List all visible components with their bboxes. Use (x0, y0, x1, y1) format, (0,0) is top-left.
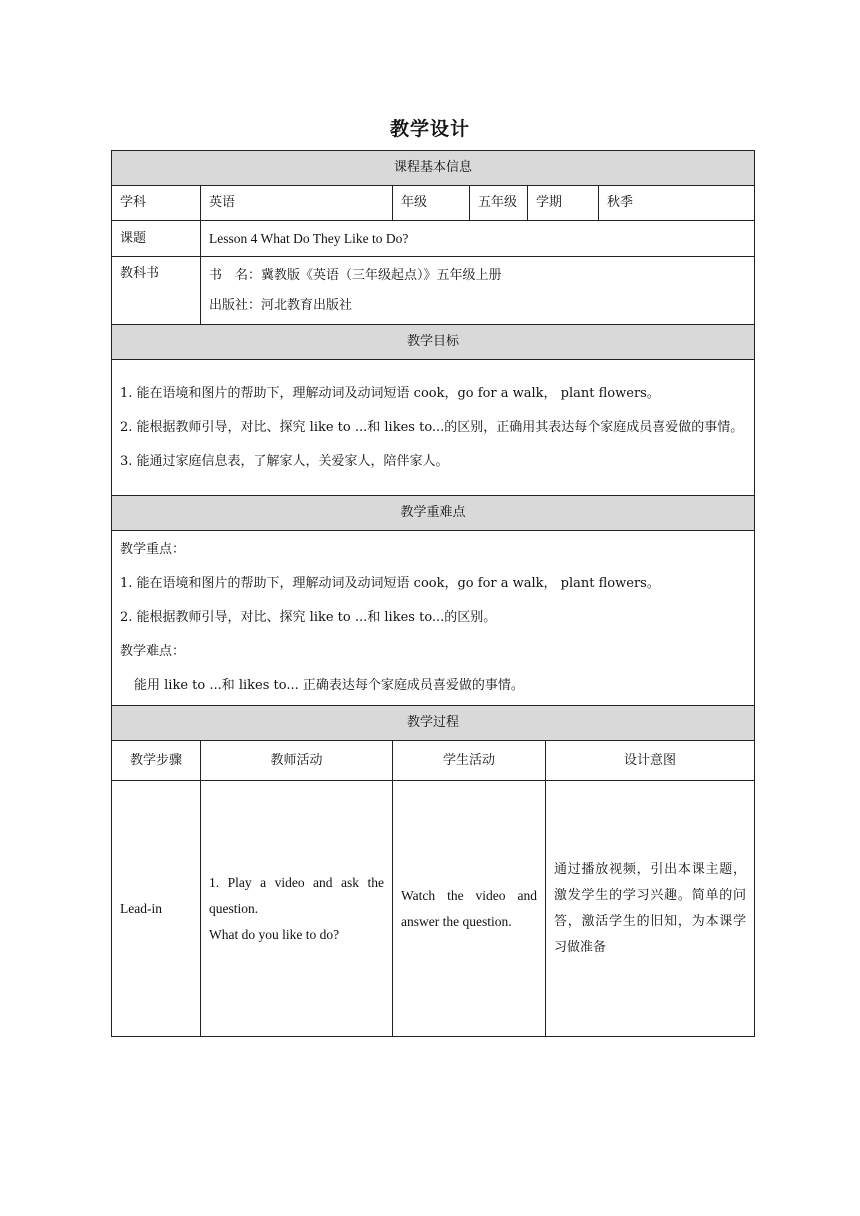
key-point-item: 2. 能根据教师引导，对比、探究 like to ...和 likes to...的区别。 (120, 610, 497, 625)
grade-value: 五年级 (478, 195, 518, 210)
teacher-activity-cell (201, 781, 393, 1037)
textbook-publisher: 出版社：河北教育出版社 (209, 298, 353, 313)
term-label: 学期 (536, 195, 563, 210)
col-header-student: 学生活动 (393, 741, 546, 781)
difficult-point-item: 能用 like to ...和 likes to... 正确表达每个家庭成员喜爱做的事情。 (134, 678, 524, 693)
basic-info-header: 课程基本信息 (112, 151, 755, 186)
key-point-item: 1. 能在语境和图片的帮助下，理解动词及动词短语 cook，go for a walk， plant flowers。 (120, 576, 660, 591)
document-title: 教学设计 (389, 118, 470, 140)
teacher-activity-line: 1. Play a video and ask the question. (209, 874, 384, 916)
lesson-plan-table (111, 150, 755, 1037)
subject-label: 学科 (112, 186, 201, 221)
difficult-points-label: 教学难点： (120, 644, 186, 659)
col-header-intent: 设计意图 (546, 741, 755, 781)
subject-value: 英语 (201, 186, 393, 221)
term-label-cell (528, 186, 599, 221)
textbook-name: 书 名：冀教版《英语（三年级起点）》五年级上册 (209, 268, 502, 283)
key-points-header: 教学重难点 (112, 496, 755, 531)
key-points-body (112, 531, 755, 706)
teacher-activity-line: What do you like to do? (209, 926, 340, 942)
topic-value: Lesson 4 What Do They Like to Do? (201, 221, 755, 257)
term-value: 秋季 (599, 186, 755, 221)
grade-cells (393, 186, 528, 221)
key-points-label: 教学重点： (120, 542, 186, 557)
objective-item: 2. 能根据教师引导，对比、探究 like to ...和 likes to...的区别，正确用其表达每个家庭成员喜爱做的事情。 (120, 419, 744, 435)
objective-item: 1. 能在语境和图片的帮助下，理解动词及动词短语 cook，go for a walk， plant flowers。 (120, 385, 660, 401)
grade-label: 年级 (393, 186, 470, 220)
process-header: 教学过程 (112, 706, 755, 741)
objectives-header: 教学目标 (112, 325, 755, 360)
objectives-list (112, 360, 755, 496)
student-activity-cell: Watch the video and answer the question. (393, 781, 546, 1037)
textbook-info (201, 257, 755, 325)
design-intent-cell: 通过播放视频，引出本课主题，激发学生的学习兴趣。简单的问答，激活学生的旧知，为本课学习做准备 (546, 781, 755, 1037)
step-cell: Lead-in (112, 781, 201, 1037)
table-row (112, 781, 755, 1037)
col-header-step: 教学步骤 (112, 741, 201, 781)
topic-label: 课题 (112, 221, 201, 257)
textbook-label: 教科书 (112, 257, 201, 325)
objective-item: 3. 能通过家庭信息表，了解家人，关爱家人，陪伴家人。 (120, 453, 449, 469)
col-header-teacher: 教师活动 (201, 741, 393, 781)
